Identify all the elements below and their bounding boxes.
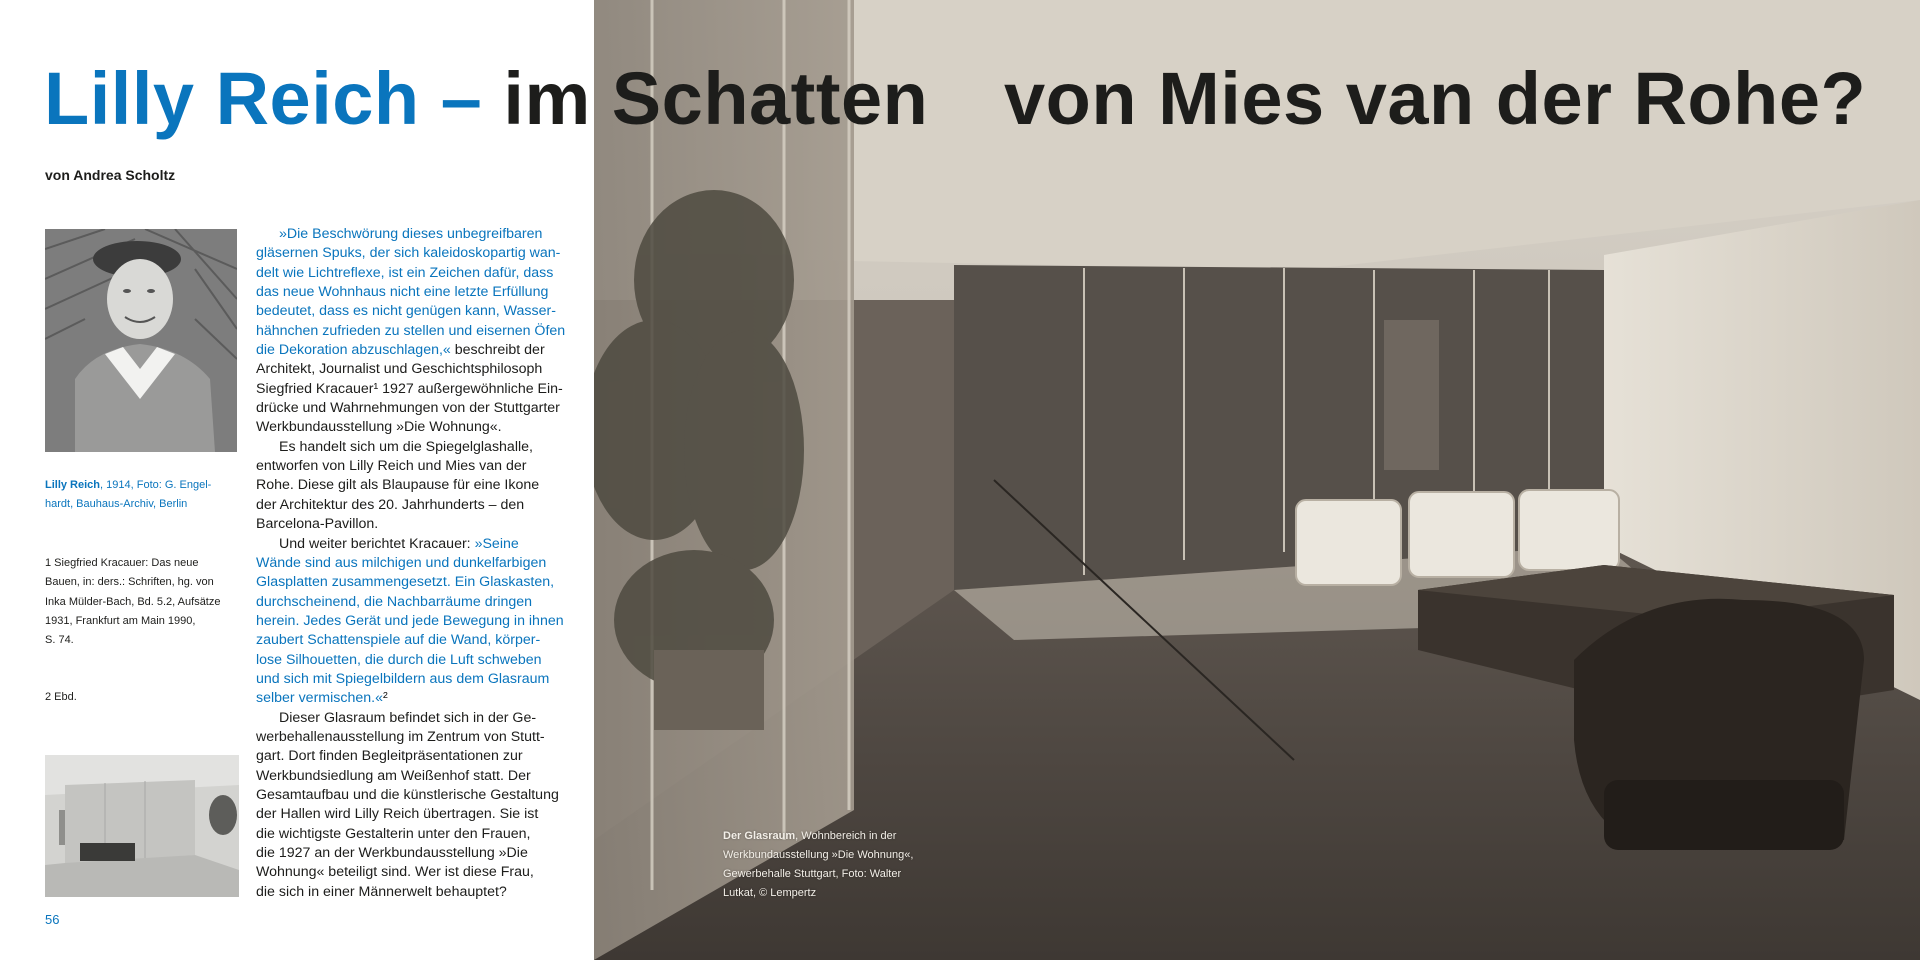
author-byline: von Andrea Scholtz xyxy=(45,167,176,183)
body-line: der Hallen wird Lilly Reich übertragen. Sie ist xyxy=(256,806,539,823)
body-line: Es handelt sich um die Spiegelglashalle, xyxy=(279,438,533,455)
footnote-line: Bauen, in: ders.: Schriften, hg. von xyxy=(45,576,214,589)
body-text-run: beschreibt der xyxy=(450,342,545,359)
quote-end: die Dekoration abzuschlagen,« xyxy=(256,342,451,359)
thumbnail-drawing xyxy=(45,755,239,897)
footnote-line: S. 74. xyxy=(45,634,74,647)
body-line: Glasplatten zusammengesetzt. Ein Glaskasten, xyxy=(256,574,555,591)
body-line: herein. Jedes Gerät und jede Bewegung in ihnen xyxy=(256,612,564,629)
portrait-drawing xyxy=(45,229,237,452)
body-line: Wände sind aus milchigen und dunkelfarbigen xyxy=(256,554,547,571)
body-line: die 1927 an der Werkbundausstellung »Die xyxy=(256,845,528,861)
body-line: Werkbundausstellung »Die Wohnung«. xyxy=(256,419,502,436)
body-line xyxy=(256,689,576,708)
title-middle: im Schatten xyxy=(482,57,929,140)
body-line: der Architektur des 20. Jahrhunderts – den xyxy=(256,496,525,513)
photo-caption-line: Lutkat, © Lempertz xyxy=(723,887,817,899)
glasraum-photo xyxy=(594,0,1920,960)
title-right: von Mies van der Rohe? xyxy=(1004,57,1867,140)
footnote-ref: ² xyxy=(382,690,388,707)
footnote-2 xyxy=(45,688,245,707)
body-line: das neue Wohnhaus nicht eine letzte Erfüllung xyxy=(256,284,549,301)
body-line: und sich mit Spiegelbildern aus dem Glasraum xyxy=(256,670,550,687)
article-title xyxy=(44,56,928,142)
body-line: die wichtigste Gestalterin unter den Frauen, xyxy=(256,825,531,842)
body-line: Werkbundsiedlung am Weißenhof statt. Der xyxy=(256,767,531,784)
body-line: Architekt, Journalist und Geschichtsphilosoph xyxy=(256,361,543,378)
photo-caption-line: Werkbundausstellung »Die Wohnung«, xyxy=(723,849,914,861)
body-line: Gesamtaufbau und die künstlerische Gestaltung xyxy=(256,786,559,803)
footnote-1 xyxy=(45,554,245,650)
body-line: Dieser Glasraum befindet sich in der Ge- xyxy=(279,709,537,726)
footnote-line: Inka Mülder-Bach, Bd. 5.2, Aufsätze xyxy=(45,595,221,608)
footnote-line: 2 Ebd. xyxy=(45,691,77,704)
body-line xyxy=(256,341,576,360)
body-line: bedeutet, dass es nicht genügen kann, Wasser- xyxy=(256,303,556,320)
footnote-line: 1 Siegfried Kracauer: Das neue xyxy=(45,557,199,569)
body-text-run: Und weiter berichtet Kracauer: xyxy=(279,535,475,552)
portrait-caption xyxy=(45,476,245,514)
portrait-caption-details-2: hardt, Bauhaus-Archiv, Berlin xyxy=(45,498,188,510)
footnote-line: 1931, Frankfurt am Main 1990, xyxy=(45,614,196,627)
body-line: zaubert Schattenspiele auf die Wand, körper- xyxy=(256,632,541,649)
photo-caption xyxy=(723,827,943,903)
body-line: gläsernen Spuks, der sich kaleidoskopartig wan- xyxy=(256,245,561,262)
glasraum-thumbnail xyxy=(45,755,239,897)
body-line: drücke und Wahrnehmungen von der Stuttgarter xyxy=(256,400,560,417)
portrait-photo xyxy=(45,229,237,452)
body-line: durchscheinend, die Nachbarräume dringen xyxy=(256,593,533,610)
body-line: Siegfried Kracauer¹ 1927 außergewöhnliche Ein- xyxy=(256,380,563,397)
body-line: werbehallenausstellung im Zentrum von Stutt- xyxy=(256,728,545,745)
body-line: Barcelona-Pavillon. xyxy=(256,516,379,533)
body-line: »Die Beschwörung dieses unbegreifbaren xyxy=(279,226,543,242)
body-line xyxy=(256,535,576,554)
body-line: hähnchen zufrieden zu stellen und eisernen Öfen xyxy=(256,322,566,339)
quote-end: selber vermischen.« xyxy=(256,690,383,707)
footnotes xyxy=(45,554,245,746)
photo-caption-line: , Wohnbereich in der xyxy=(795,830,897,842)
portrait-caption-name: Lilly Reich xyxy=(45,479,101,491)
quote-start: »Seine xyxy=(474,535,519,552)
body-line: gart. Dort finden Begleitpräsentationen zur xyxy=(256,748,523,765)
photo-caption-title: Der Glasraum xyxy=(723,830,796,842)
article-body xyxy=(256,225,576,902)
portrait-caption-details: , 1914, Foto: G. Engel- xyxy=(100,479,212,491)
body-line: delt wie Lichtreflexe, ist ein Zeichen dafür, dass xyxy=(256,264,554,281)
body-line: lose Silhouetten, die durch die Luft schweben xyxy=(256,651,542,668)
body-line: Wohnung« beteiligt sind. Wer ist diese Frau, xyxy=(256,864,534,881)
title-name: Lilly Reich – xyxy=(44,57,483,140)
photo-caption-line: Gewerbehalle Stuttgart, Foto: Walter xyxy=(723,868,902,880)
page-number: 56 xyxy=(45,912,60,927)
glasraum-photo-drawing xyxy=(594,0,1920,960)
body-line: entworfen von Lilly Reich und Mies van der xyxy=(256,458,527,475)
body-line: die sich in einer Männerwelt behauptet? xyxy=(256,883,507,900)
body-line: Rohe. Diese gilt als Blaupause für eine Ikone xyxy=(256,477,540,494)
